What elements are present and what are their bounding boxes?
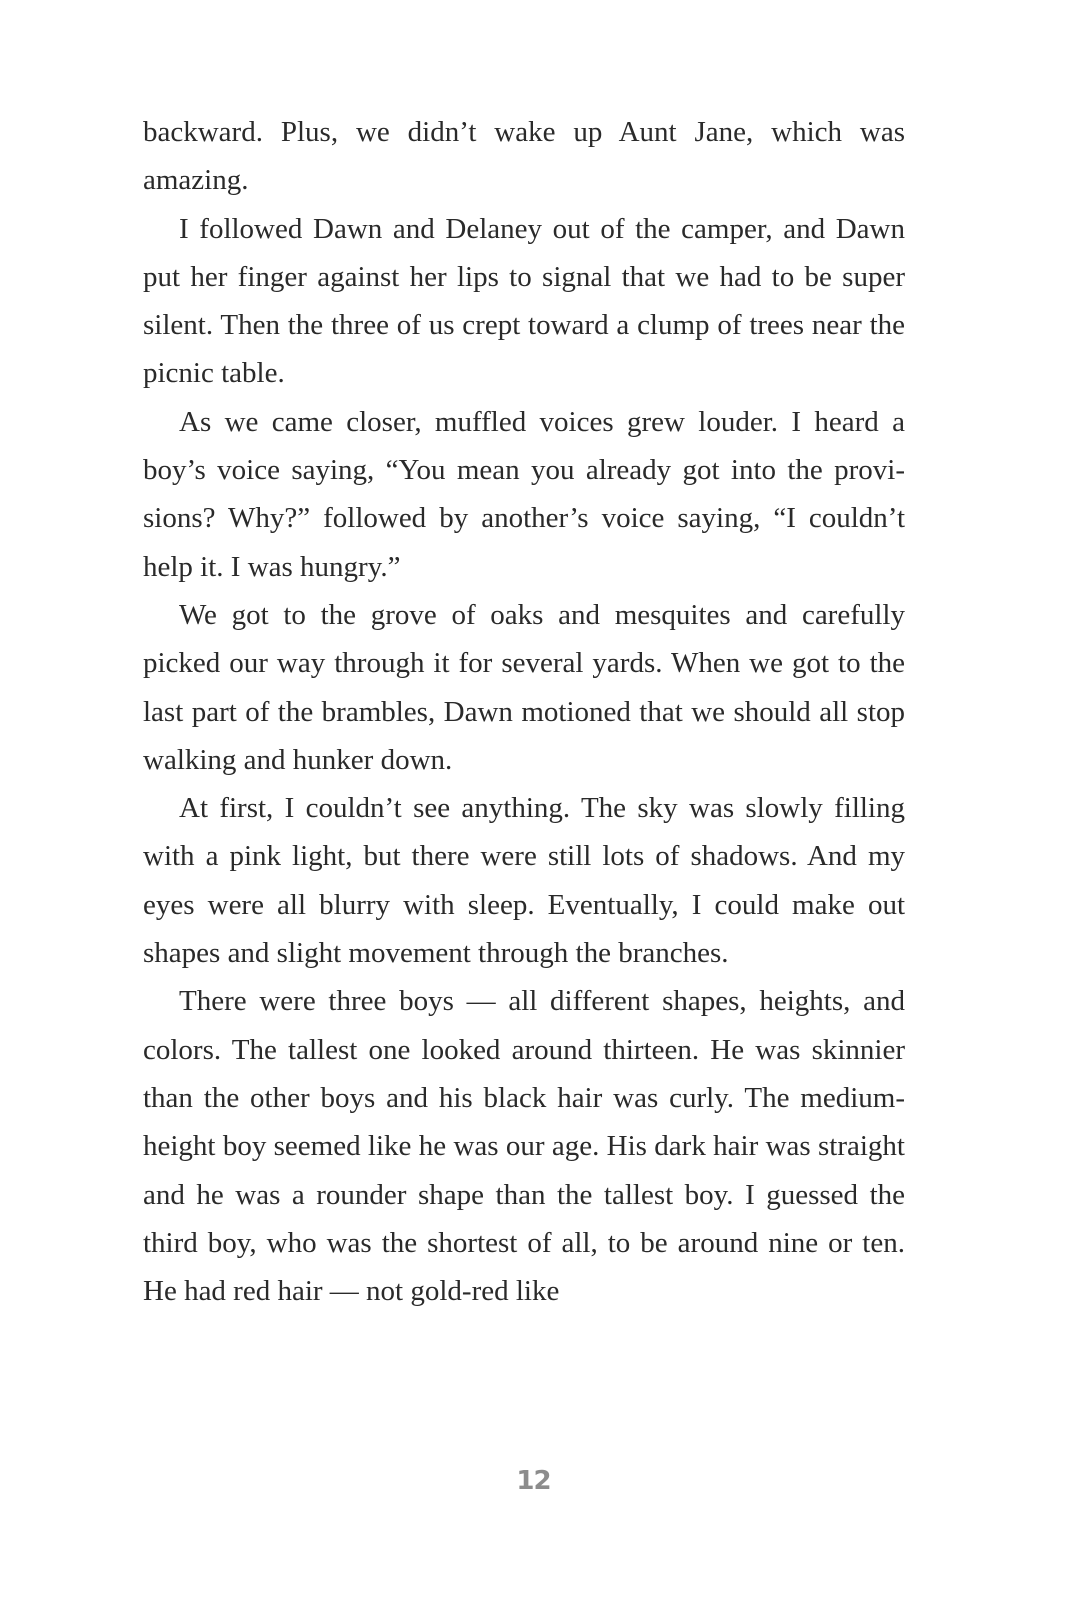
paragraph: There were three boys — all different shapes, heights, and colors. The tallest one looked around thirteen. He was skinnier than the other boys and his black hair was curly. The medium-height boy seemed like he was our age. His dark hair was straight and he was a rounder shape than the tallest boy. I guessed the third boy, who was the shortest of all, to be around nine or ten. He had red hair — not gold-red like bbox=[143, 985, 905, 1308]
paragraph: We got to the grove of oaks and mesquites and carefully picked our way through it for several yards. When we got to the last part of the brambles, Dawn motioned that we should all stop walking and hunker down. bbox=[143, 598, 905, 776]
paragraph: backward. Plus, we didn’t wake up Aunt Jane, which was amazing. bbox=[143, 116, 905, 197]
page-number: 12 bbox=[516, 1466, 551, 1496]
body-text bbox=[143, 108, 905, 1315]
paragraph: I followed Dawn and Delaney out of the camper, and Dawn put her finger against her lips to signal that we had to be super silent. Then the three of us crept toward a clump of trees near the picnic table. bbox=[143, 212, 905, 390]
paragraph: As we came closer, muffled voices grew louder. I heard a boy’s voice saying, “You mean you already got into the provisions? Why?” followed by another’s voice saying, “I couldn’t help it. I was hungry.” bbox=[143, 405, 905, 583]
paragraph: At first, I couldn’t see anything. The sky was slowly filling with a pink light, but there were still lots of shadows. And my eyes were all blurry with sleep. Eventually, I could make out shapes and slight movement through the branches. bbox=[143, 792, 905, 970]
